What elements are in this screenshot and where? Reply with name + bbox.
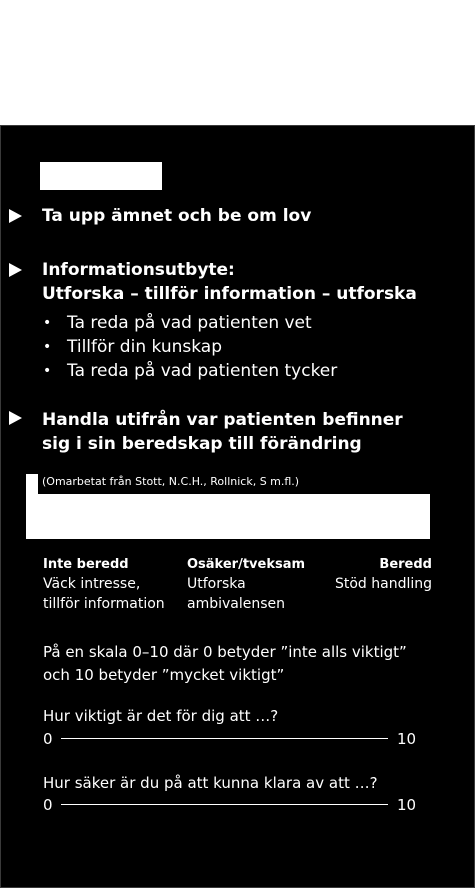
- dot-bullet-icon: •: [43, 363, 52, 379]
- question-2-min: 0: [43, 796, 53, 814]
- info-card: [0, 125, 475, 888]
- list-item-label: Ta reda på vad patienten vet: [67, 313, 312, 333]
- note-mark: [26, 474, 38, 494]
- dot-bullet-icon: •: [43, 339, 52, 355]
- title-bar: [40, 162, 162, 190]
- scale-intro-line-1: På en skala 0–10 där 0 betyder ”inte alls viktigt”: [43, 643, 407, 661]
- question-2-scale-line: [61, 804, 388, 805]
- column-title-ready: Beredd: [379, 557, 432, 572]
- question-2: Hur säker är du på att kunna klara av att …?: [43, 774, 378, 792]
- question-1-scale-line: [61, 738, 388, 739]
- triangle-bullet-icon: [9, 263, 22, 277]
- source-note: (Omarbetat från Stott, N.C.H., Rollnick, S m.fl.): [42, 475, 300, 488]
- question-1: Hur viktigt är det för dig att …?: [43, 707, 279, 725]
- question-1-max: 10: [397, 730, 417, 748]
- step-1-line-1: Ta upp ämnet och be om lov: [42, 206, 312, 226]
- question-2-max: 10: [397, 796, 417, 814]
- question-1-min: 0: [43, 730, 53, 748]
- list-item-label: Tillför din kunskap: [67, 337, 222, 357]
- column-title-not-ready: Inte beredd: [43, 557, 129, 572]
- step-2-line-1: Informationsutbyte:: [42, 260, 235, 280]
- column-text-unsure-2: ambivalensen: [187, 596, 286, 612]
- section-bar: [26, 494, 430, 539]
- triangle-bullet-icon: [9, 411, 22, 425]
- list-item-label: Ta reda på vad patienten tycker: [67, 361, 338, 381]
- scale-intro-line-2: och 10 betyder ”mycket viktigt”: [43, 666, 285, 684]
- step-2-line-2: Utforska – tillför information – utforska: [42, 284, 417, 304]
- step-3-line-2: sig i sin beredskap till förändring: [42, 434, 362, 454]
- dot-bullet-icon: •: [43, 315, 52, 331]
- column-text-ready-1: Stöd handling: [334, 576, 432, 592]
- column-text-not-ready-1: Väck intresse,: [43, 576, 141, 592]
- column-text-unsure-1: Utforska: [187, 576, 246, 592]
- column-text-not-ready-2: tillför information: [43, 596, 165, 612]
- triangle-bullet-icon: [9, 209, 22, 223]
- column-title-unsure: Osäker/tveksam: [187, 557, 306, 572]
- step-3-line-1: Handla utifrån var patienten befinner: [42, 410, 403, 430]
